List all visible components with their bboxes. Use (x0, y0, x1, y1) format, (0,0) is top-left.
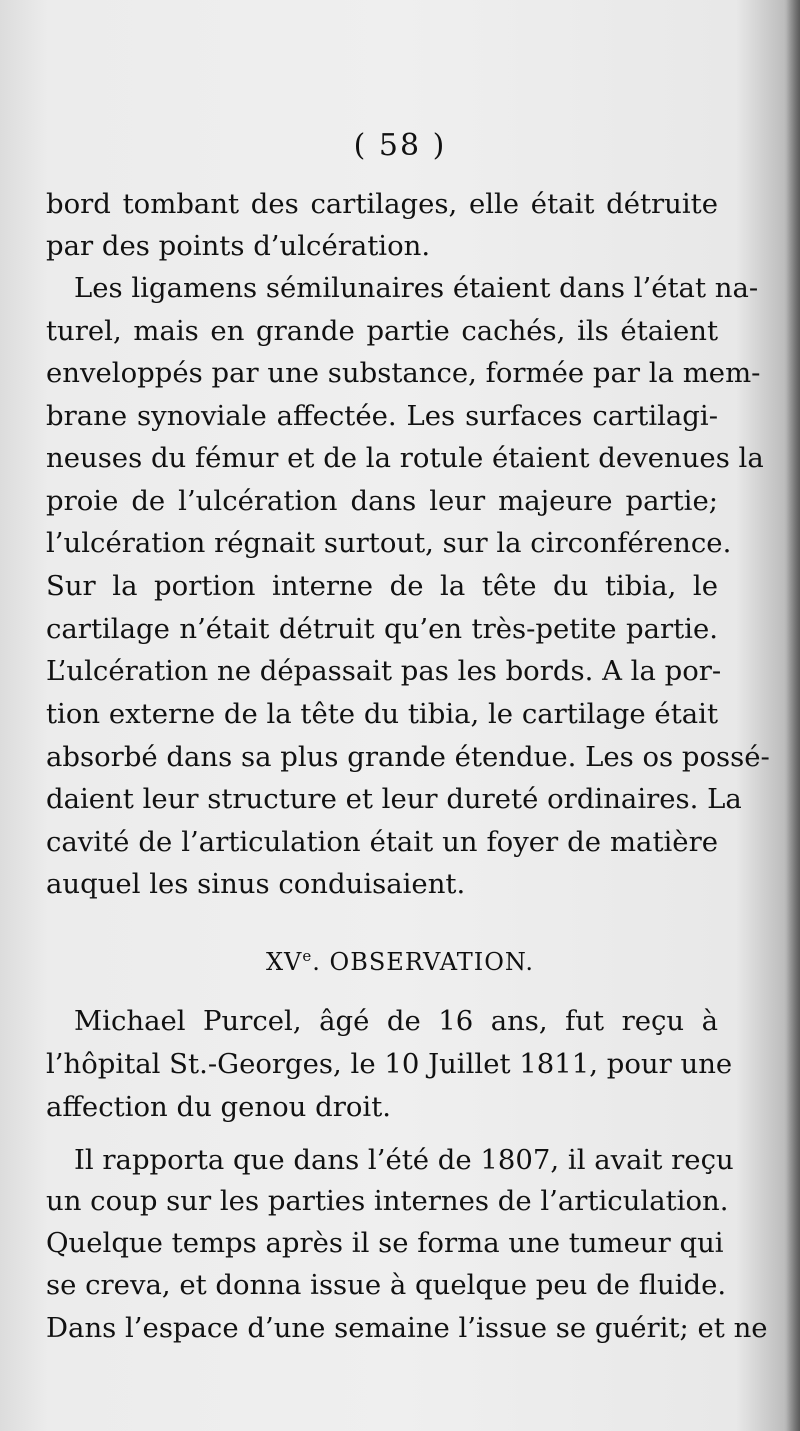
text-line: cavité de l’articulation était un foyer de matière (46, 826, 718, 858)
text-line: tion externe de la tête du tibia, le cartilage était (46, 698, 718, 730)
heading-superscript: e (302, 947, 313, 965)
section-heading (0, 936, 800, 982)
page-number: ( 58 ) (353, 128, 447, 163)
text-line: auquel les sinus conduisaient. (46, 868, 466, 900)
text-line: un coup sur les parties internes de l’articulation. (46, 1185, 729, 1217)
text-line: Dans l’espace d’une semaine l’issue se guérit; et ne (46, 1312, 768, 1344)
text-line: cartilage n’était détruit qu’en très-petite partie. (46, 613, 718, 645)
heading-numeral: XV (265, 948, 303, 976)
heading-title: . OBSERVATION. (312, 948, 535, 976)
text-line: l’hôpital St.-Georges, le 10 Juillet 1811, pour une (46, 1048, 733, 1080)
text-line: neuses du fémur et de la rotule étaient devenues la (46, 442, 764, 474)
text-line: daient leur structure et leur dureté ordinaires. La (46, 783, 742, 815)
text-line: affection du genou droit. (46, 1091, 392, 1123)
text-line: par des points d’ulcération. (46, 230, 431, 262)
text-line: Quelque temps après il se forma une tumeur qui (46, 1227, 724, 1259)
text-line: proie de l’ulcération dans leur majeure partie; (46, 485, 718, 517)
text-line: Michael Purcel, âgé de 16 ans, fut reçu à (74, 1005, 718, 1037)
text-line: Les ligamens sémilunaires étaient dans l’état na- (74, 272, 759, 304)
text-line: l’ulcération régnait surtout, sur la circonférence. (46, 527, 732, 559)
text-line: se creva, et donna issue à quelque peu de fluide. (46, 1269, 727, 1301)
text-line: enveloppés par une substance, formée par la mem- (46, 357, 761, 389)
text-line: Il rapporta que dans l’été de 1807, il avait reçu (74, 1144, 734, 1176)
text-line: brane synoviale affectée. Les surfaces cartilagi- (46, 400, 718, 432)
text-line: L’ulcération ne dépassait pas les bords. A la por- (46, 655, 722, 687)
page-edge-shadow (786, 0, 800, 1431)
text-line: absorbé dans sa plus grande étendue. Les os possé- (46, 741, 770, 773)
text-line: turel, mais en grande partie cachés, ils étaient (46, 315, 718, 347)
text-line: Sur la portion interne de la tête du tibia, le (46, 570, 718, 602)
text-line: bord tombant des cartilages, elle était détruite (46, 188, 718, 220)
